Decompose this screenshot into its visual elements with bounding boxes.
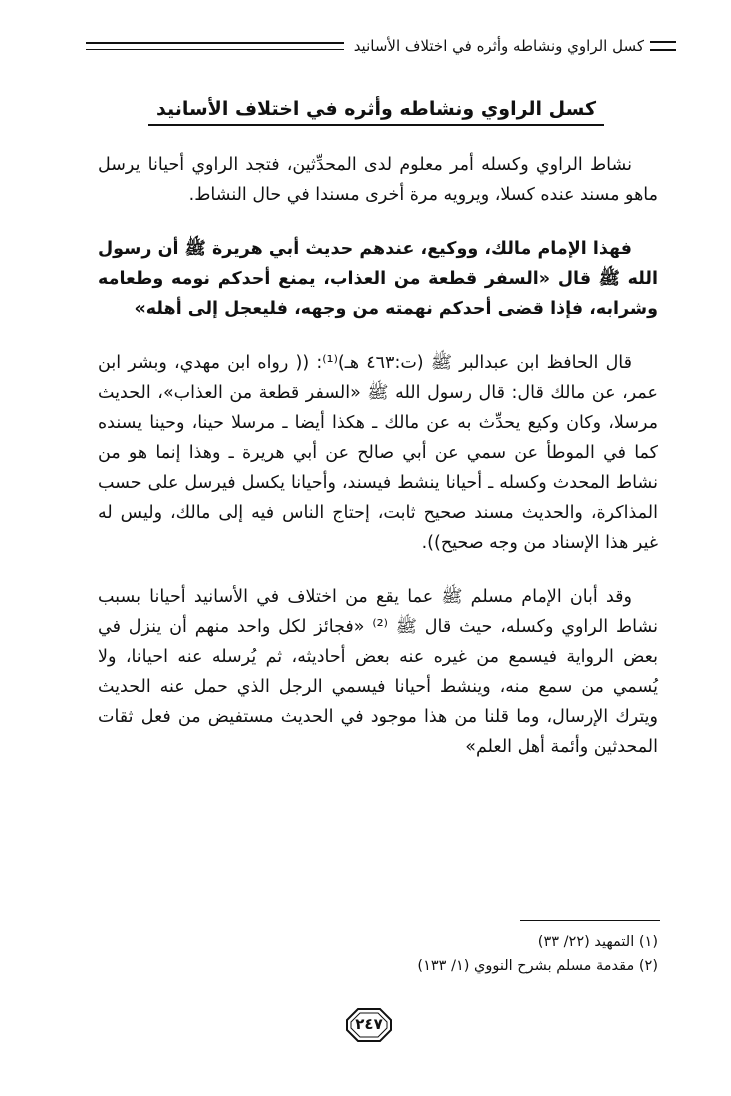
paragraph: نشاط الراوي وكسله أمر معلوم لدى المحدِّثين، فتجد الراوي أحيانا يرسل ماهو مسند عنده كسلا، ويرويه مرة أخرى مسندا في حال النشاط. bbox=[98, 155, 658, 205]
footnotes bbox=[98, 930, 658, 978]
section-title-text: كسل الراوي ونشاطه وأثره في اختلاف الأسانيد bbox=[148, 98, 604, 126]
header-rule bbox=[86, 42, 344, 50]
page-number: ٢٤٧ bbox=[355, 1015, 383, 1033]
page-number-ornament bbox=[346, 1008, 392, 1042]
paragraph: قال الحافظ ابن عبدالبر ﷺ (ت:٤٦٣ هـ)⁽¹⁾: (( رواه ابن مهدي، وبشر ابن عمر، عن مالك قال: قال رسول الله ﷺ «السفر قطعة من العذاب»، الحديث مرسلا، وكان وكيع يحدِّث به عن مالك ـ هكذا أيضا ـ مرسلا حينا، وحينا يسنده كما في الموطأ عن سمي عن أبي صالح عن أبي هريرة ـ وهذا إنما هو من نشاط المحدث وكسله ـ أحيانا ينشط فيسند، وأحيانا يكسل فيرسل على حسب المذاكرة، والحديث مسند صحيح ثابت، إحتاج الناس فيه إلى مالك، وليس له غير هذا الإسناد من وجه صحيح)). bbox=[98, 353, 658, 553]
footnote-divider bbox=[520, 920, 660, 921]
footnote: (٢) مقدمة مسلم بشرح النووي (١/ ١٣٣) bbox=[417, 958, 658, 974]
header-ornament bbox=[650, 41, 676, 51]
footnote: (١) التمهيد (٢٢/ ٣٣) bbox=[537, 934, 658, 950]
body-text bbox=[98, 150, 658, 786]
paragraph: فهذا الإمام مالك، ووكيع، عندهم حديث أبي هريرة ﷺ أن رسول الله ﷺ قال «السفر قطعة من العذاب، يمنع أحدكم نومه وطعامه وشرابه، فإذا قضى أحدكم نهمته من وجهه، فليعجل إلى أهله» bbox=[98, 239, 658, 319]
paragraph: وقد أبان الإمام مسلم ﷺ عما يقع من اختلاف في الأسانيد أحيانا بسبب نشاط الراوي وكسله، حيث قال ﷺ ⁽²⁾ «فجائز لكل واحد منهم أن ينزل في بعض الرواية فيسمع من غيره عنه بعض أحاديثه، ثم يُرسله عنه احيانا، ولا يُسمي من سمع منه، وينشط أحيانا فيسمي الرجل الذي حمل عنه الحديث ويترك الإرسال، وما قلنا من هذا موجود في الحديث مستفيض من فعل ثقات المحدثين وأئمة أهل العلم» bbox=[98, 587, 658, 757]
running-header-title: كسل الراوي ونشاطه وأثره في اختلاف الأسانيد bbox=[353, 37, 644, 55]
section-title bbox=[96, 92, 656, 126]
running-header bbox=[86, 34, 676, 58]
